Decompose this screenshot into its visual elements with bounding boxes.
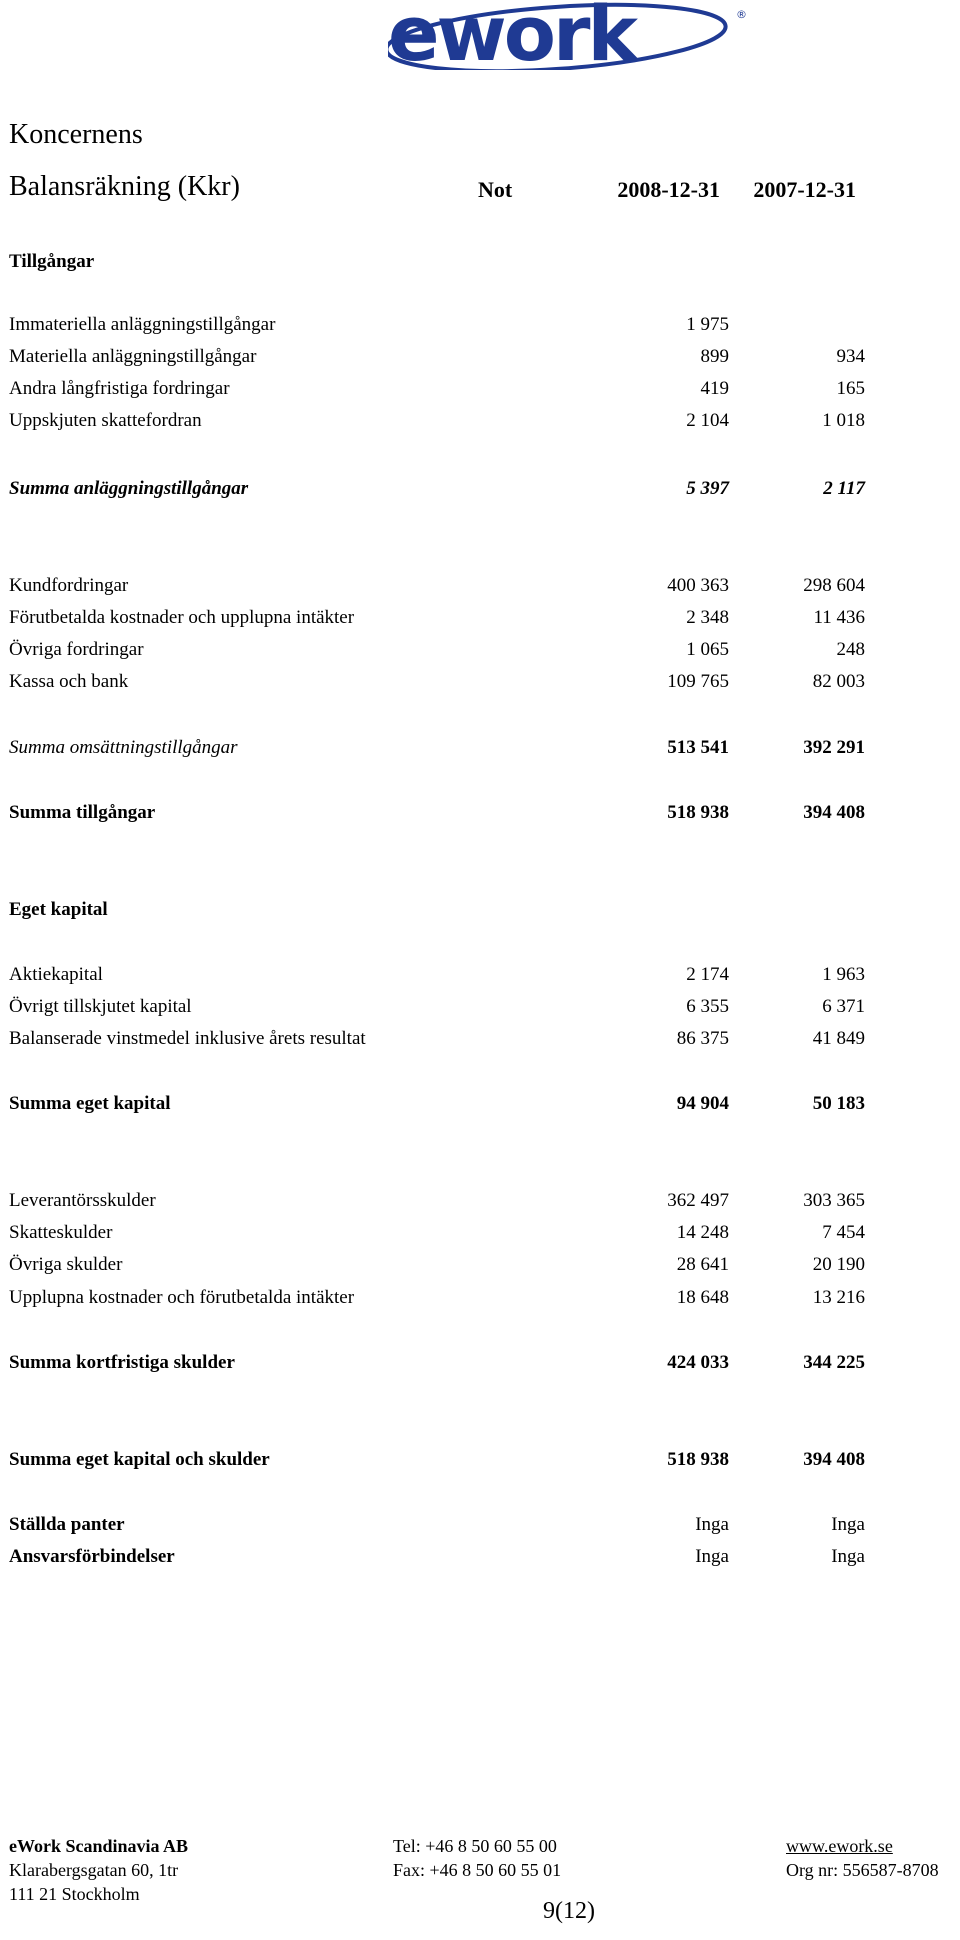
page-title-line1: Koncernens xyxy=(9,119,143,150)
value-2008: 109 765 xyxy=(667,671,729,692)
row-label: Summa anläggningstillgångar xyxy=(9,478,249,499)
value-2008: 518 938 xyxy=(667,1449,729,1470)
value-2007: 7 454 xyxy=(822,1222,865,1243)
pledges-row xyxy=(9,1512,865,1538)
value-2008: 2 348 xyxy=(686,607,729,628)
ework-logo-mark xyxy=(388,0,768,70)
row-label: Immateriella anläggningstillgångar xyxy=(9,314,276,335)
value-2007: Inga xyxy=(831,1514,865,1535)
value-2007: 11 436 xyxy=(813,607,865,628)
row-label: Balanserade vinstmedel inklusive årets resultat xyxy=(9,1028,366,1049)
value-2007: 1 018 xyxy=(822,410,865,431)
ework-logo xyxy=(388,0,768,70)
value-2008: Inga xyxy=(695,1546,729,1567)
value-2008: 400 363 xyxy=(667,575,729,596)
value-2007: Inga xyxy=(831,1546,865,1567)
value-2008: 1 065 xyxy=(686,639,729,660)
footer-website-link[interactable]: www.ework.se xyxy=(786,1836,893,1856)
table-row xyxy=(9,344,865,370)
value-2008: 424 033 xyxy=(667,1352,729,1373)
footer-city: 111 21 Stockholm xyxy=(9,1884,140,1904)
column-header-2008: 2008-12-31 xyxy=(617,177,720,202)
row-label: Övrigt tillskjutet kapital xyxy=(9,996,192,1017)
row-label: Förutbetalda kostnader och upplupna intäkter xyxy=(9,607,355,628)
table-row xyxy=(9,637,865,663)
sum-row-current-assets xyxy=(9,735,865,761)
table-row xyxy=(9,1188,865,1214)
row-label: Summa tillgångar xyxy=(9,802,156,823)
value-2007: 13 216 xyxy=(812,1287,865,1308)
table-row xyxy=(9,1220,865,1246)
table-row xyxy=(9,1285,865,1311)
footer-fax: Fax: +46 8 50 60 55 01 xyxy=(393,1860,562,1880)
row-label: Aktiekapital xyxy=(9,964,103,985)
table-row xyxy=(9,376,865,402)
value-2007: 6 371 xyxy=(822,996,865,1017)
value-2008: 513 541 xyxy=(667,737,729,758)
table-row xyxy=(9,605,865,631)
row-label: Summa omsättningstillgångar xyxy=(9,737,238,758)
value-2007: 2 117 xyxy=(823,478,865,499)
logo-wordmark: ework xyxy=(388,0,635,70)
footer-company-name: eWork Scandinavia AB xyxy=(9,1836,189,1856)
row-label: Summa eget kapital xyxy=(9,1093,171,1114)
row-label: Övriga fordringar xyxy=(9,639,144,660)
section-heading-equity: Eget kapital xyxy=(9,899,108,920)
page-title-line2: Balansräkning (Kkr) xyxy=(9,171,240,202)
table-row xyxy=(9,573,865,599)
value-2008: 1 975 xyxy=(686,314,729,335)
value-2008: Inga xyxy=(695,1514,729,1535)
footer-org-number: Org nr: 556587-8708 xyxy=(786,1860,939,1880)
table-row xyxy=(9,408,865,434)
value-2007: 394 408 xyxy=(803,802,865,823)
row-label: Kassa och bank xyxy=(9,671,129,692)
value-2007: 303 365 xyxy=(803,1190,865,1211)
sum-row-fixed-assets xyxy=(9,476,865,502)
column-header-not: Not xyxy=(478,177,513,202)
value-2007: 165 xyxy=(836,378,865,399)
value-2008: 5 397 xyxy=(686,478,729,499)
value-2008: 94 904 xyxy=(676,1093,729,1114)
row-label: Summa kortfristiga skulder xyxy=(9,1352,235,1373)
section-heading-assets: Tillgångar xyxy=(9,251,95,272)
value-2008: 86 375 xyxy=(676,1028,729,1049)
value-2007: 392 291 xyxy=(803,737,865,758)
value-2008: 6 355 xyxy=(686,996,729,1017)
value-2008: 419 xyxy=(700,378,729,399)
row-label: Ställda panter xyxy=(9,1514,125,1535)
row-label: Andra långfristiga fordringar xyxy=(9,378,230,399)
value-2007: 1 963 xyxy=(822,964,865,985)
value-2008: 28 641 xyxy=(676,1254,729,1275)
table-row xyxy=(9,962,865,988)
value-2008: 14 248 xyxy=(676,1222,729,1243)
footer-address: Klarabergsgatan 60, 1tr xyxy=(9,1860,179,1880)
row-label: Uppskjuten skattefordran xyxy=(9,410,202,431)
row-label: Leverantörsskulder xyxy=(9,1190,156,1211)
row-label: Kundfordringar xyxy=(9,575,129,596)
total-row-equity-liabilities xyxy=(9,1447,865,1473)
table-row xyxy=(9,1252,865,1278)
value-2008: 2 174 xyxy=(686,964,729,985)
value-2007: 41 849 xyxy=(812,1028,865,1049)
table-row xyxy=(9,669,865,695)
row-label: Upplupna kostnader och förutbetalda intäkter xyxy=(9,1287,355,1308)
table-row xyxy=(9,1026,865,1052)
contingent-liabilities-row xyxy=(9,1544,865,1570)
value-2008: 518 938 xyxy=(667,802,729,823)
value-2007: 248 xyxy=(836,639,865,660)
footer-phone: Tel: +46 8 50 60 55 00 xyxy=(393,1836,557,1856)
svg-text:®: ® xyxy=(736,8,747,21)
table-row xyxy=(9,994,865,1020)
sum-row-equity xyxy=(9,1091,865,1117)
row-label: Materiella anläggningstillgångar xyxy=(9,346,257,367)
value-2007: 50 183 xyxy=(812,1093,865,1114)
value-2007: 394 408 xyxy=(803,1449,865,1470)
page-number: 9(12) xyxy=(543,1898,595,1924)
value-2007: 298 604 xyxy=(803,575,865,596)
value-2007: 344 225 xyxy=(803,1352,865,1373)
value-2008: 362 497 xyxy=(667,1190,729,1211)
row-label: Skatteskulder xyxy=(9,1222,113,1243)
sum-row-current-liabilities xyxy=(9,1350,865,1376)
value-2007: 82 003 xyxy=(812,671,865,692)
value-2007: 20 190 xyxy=(812,1254,865,1275)
table-row xyxy=(9,312,856,338)
row-label: Ansvarsförbindelser xyxy=(9,1546,175,1567)
row-label: Summa eget kapital och skulder xyxy=(9,1449,270,1470)
total-row-assets xyxy=(9,800,865,826)
column-header-2007: 2007-12-31 xyxy=(753,177,856,202)
value-2008: 899 xyxy=(700,346,729,367)
value-2007: 934 xyxy=(836,346,865,367)
value-2008: 2 104 xyxy=(686,410,729,431)
row-label: Övriga skulder xyxy=(9,1254,123,1275)
value-2008: 18 648 xyxy=(676,1287,729,1308)
